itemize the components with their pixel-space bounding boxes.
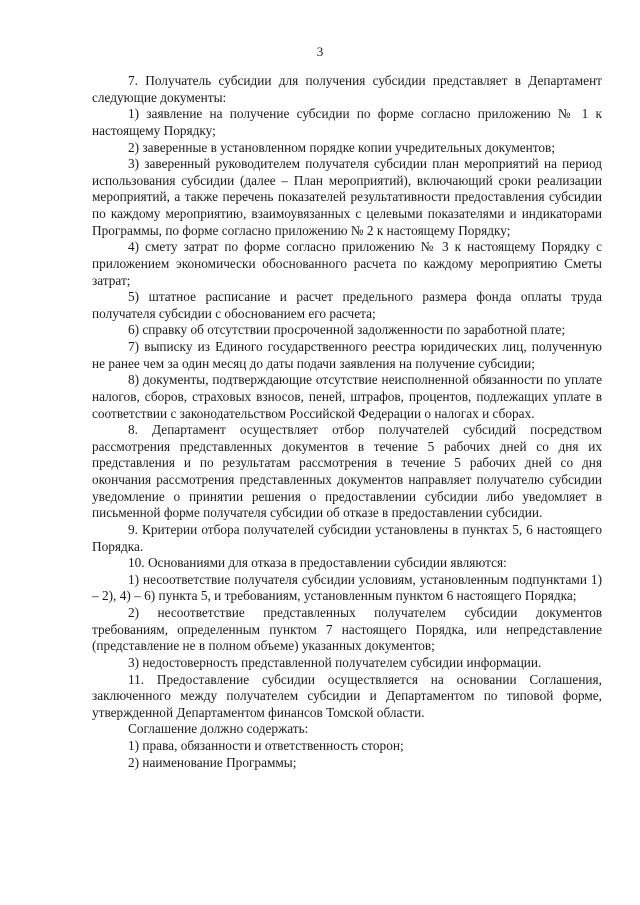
page-number: 3	[316, 44, 324, 59]
paragraph-item-10-3: 3) недостоверность представленной получателем субсидии информации.	[128, 654, 542, 670]
paragraph-item-7-7: 7) выписку из Единого государственного реестра юридических лиц, полученную не ранее чем за один месяц до даты подачи заявления на получение субсидии;	[92, 339, 602, 371]
paragraph-agreement-2: 2) наименование Программы;	[128, 754, 297, 770]
paragraph-item-8: 8. Департамент осуществляет отбор получателей субсидий посредством рассмотрения представленных документов в течение 5 рабочих дней со дня их представления и по результатам рассмотрения в течение 5 рабочих дней со дня окончания рассмотрения представленных документов направляет получателю субсидии уведомление о принятии решения о предоставлении субсидии либо уведомляет в письменной форме получателя субсидии об отказе в предоставлении субсидии.	[92, 422, 602, 521]
paragraph-agreement-intro: Соглашение должно содержать:	[128, 721, 309, 737]
paragraph-item-7-5: 5) штатное расписание и расчет предельного размера фонда оплаты труда получателя субсидии с обоснованием его расчета;	[92, 289, 602, 321]
paragraph-item-10-2: 2) несоответствие представленных получателем субсидии документов требованиям, определенным пунктом 7 настоящего Порядка, или непредставление (представление не в полном объеме) указанных документов;	[92, 605, 602, 654]
document-body	[92, 73, 602, 771]
paragraph-item-7-intro: 7. Получатель субсидии для получения субсидии представляет в Департамент следующие документы:	[92, 73, 602, 105]
paragraph-item-7-4: 4) смету затрат по форме согласно приложению № 3 к настоящему Порядку с приложением экономически обоснованного расчета по каждому мероприятию Сметы затрат;	[92, 239, 602, 288]
paragraph-item-10-1: 1) несоответствие получателя субсидии условиям, установленным подпунктами 1) – 2), 4) – 6) пункта 5, и требованиям, установленным пунктом 6 настоящего Порядка;	[92, 571, 602, 604]
paragraph-item-7-1: 1) заявление на получение субсидии по форме согласно приложению № 1 к настоящему Порядку;	[92, 106, 602, 138]
paragraph-item-9: 9. Критерии отбора получателей субсидии установлены в пунктах 5, 6 настоящего Порядка.	[92, 521, 602, 554]
paragraph-item-7-8: 8) документы, подтверждающие отсутствие неисполненной обязанности по уплате налогов, сборов, страховых взносов, пеней, штрафов, процентов, подлежащих уплате в соответствии с законодательством Российской Федерации о налогах и сборах.	[92, 372, 602, 421]
paragraph-item-7-2: 2) заверенные в установленном порядке копии учредительных документов;	[128, 139, 556, 155]
paragraph-item-11: 11. Предоставление субсидии осуществляется на основании Соглашения, заключенного между получателем субсидии и Департаментом по типовой форме, утвержденной Департаментом финансов Томской области.	[92, 671, 602, 720]
paragraph-item-7-6: 6) справку об отсутствии просроченной задолженности по заработной плате;	[128, 322, 566, 338]
paragraph-item-7-3: 3) заверенный руководителем получателя субсидии план мероприятий на период использования субсидии (далее – План мероприятий), включающий сроки реализации мероприятий, а также перечень показателей результативности предоставления субсидии по каждому мероприятию, взаимоувязанных с целевыми показателями и индикаторами Программы, по форме согласно приложению № 2 к настоящему Порядку;	[92, 156, 602, 238]
paragraph-agreement-1: 1) права, обязанности и ответственность сторон;	[128, 738, 404, 753]
paragraph-item-10-intro: 10. Основаниями для отказа в предоставлении субсидии являются:	[128, 555, 507, 571]
